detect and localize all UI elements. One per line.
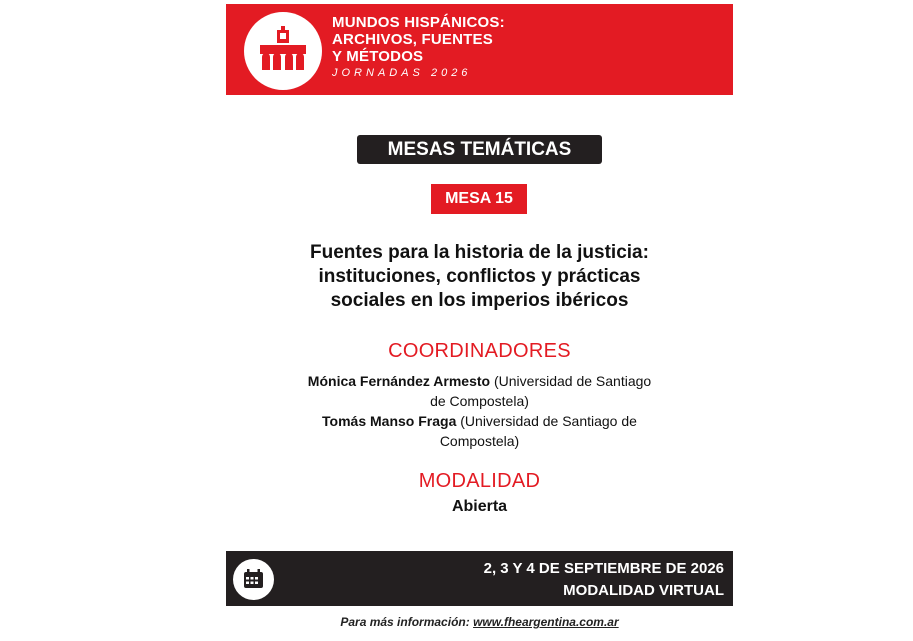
- coordinator-entry: [266, 371, 693, 391]
- header-title-line: Y MÉTODOS: [332, 48, 424, 65]
- more-info-label: Para más información:: [340, 615, 470, 629]
- mesa-title-line: instituciones, conflictos y prácticas: [318, 266, 641, 287]
- mesa-title-line: Fuentes para la historia de la justicia:: [310, 242, 649, 263]
- event-mode: MODALIDAD VIRTUAL: [563, 582, 724, 599]
- coordinators-list: [266, 371, 693, 451]
- section-badge: MESAS TEMÁTICAS: [357, 135, 602, 164]
- header-banner: [226, 4, 733, 95]
- mesa-badge: MESA 15: [431, 184, 527, 214]
- header-title-line: ARCHIVOS, FUENTES: [332, 31, 493, 48]
- footer-banner: [226, 551, 733, 606]
- coordinator-entry: [266, 411, 693, 431]
- mesa-title-line: sociales en los imperios ibéricos: [330, 290, 629, 311]
- event-poster: [226, 0, 733, 641]
- coordinator-name: Tomás Manso Fraga: [322, 413, 457, 429]
- calendar-badge: [233, 559, 274, 600]
- modality-value: Abierta: [451, 498, 508, 515]
- event-dates: 2, 3 Y 4 DE SEPTIEMBRE DE 2026: [483, 560, 724, 577]
- coordinator-affiliation: (Universidad de Santiago: [490, 373, 652, 389]
- header-subtitle: JORNADAS 2026: [332, 67, 472, 79]
- more-info: [226, 615, 733, 629]
- coordinators-heading: COORDINADORES: [388, 340, 571, 362]
- website-link[interactable]: www.fheargentina.com.ar: [473, 615, 619, 629]
- header-title-line: MUNDOS HISPÁNICOS:: [332, 14, 505, 31]
- calendar-icon: [233, 559, 274, 600]
- logo: [244, 12, 322, 90]
- coordinator-name: Mónica Fernández Armesto: [307, 373, 491, 389]
- footer-text: [484, 558, 724, 602]
- building-icon: [244, 12, 322, 90]
- modality-heading: MODALIDAD: [418, 470, 541, 492]
- header-title-block: [332, 14, 505, 79]
- coordinator-affiliation: Compostela): [439, 433, 520, 449]
- coordinator-affiliation: (Universidad de Santiago de: [456, 413, 637, 429]
- mesa-title: [256, 241, 703, 313]
- coordinator-affiliation: de Compostela): [430, 393, 529, 409]
